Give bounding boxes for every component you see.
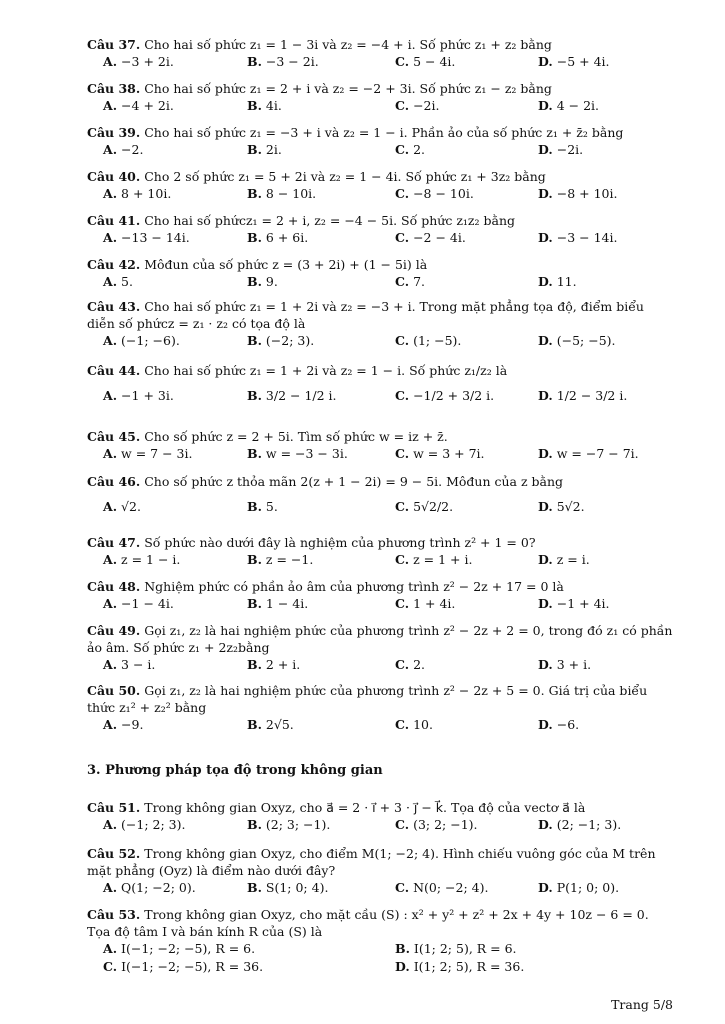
option-d[interactable]: D. −6.: [538, 717, 580, 732]
option-b[interactable]: B. 4i.: [247, 98, 282, 113]
question-44: [87, 362, 675, 413]
question-number: Câu 47.: [87, 535, 141, 550]
option-b[interactable]: B. 2 + i.: [247, 657, 301, 672]
option-d[interactable]: D. P(1; 0; 0).: [538, 880, 620, 895]
option-b[interactable]: B. 1 − 4i.: [247, 596, 309, 611]
option-b[interactable]: B. 6 + 6i.: [247, 230, 309, 245]
question-number: Câu 48.: [87, 579, 141, 594]
option-a[interactable]: A. 3 − i.: [103, 657, 156, 672]
question-43: [87, 298, 675, 350]
option-c[interactable]: C. w = 3 + 7i.: [395, 446, 485, 461]
question-number: Câu 41.: [87, 213, 141, 228]
question-text: Cho hai số phức z₁ = 1 + 2i và z₂ = 1 − i. Số phức z₁/z₂ là: [144, 363, 508, 378]
option-c[interactable]: C. 5 − 4i.: [395, 54, 456, 69]
question-text: Cho hai số phức z₁ = 2 + i và z₂ = −2 + 3i. Số phức z₁ − z₂ bằng: [144, 81, 552, 96]
option-d[interactable]: D. 11.: [538, 274, 577, 289]
question-text: Cho hai số phức z₁ = 1 − 3i và z₂ = −4 + i. Số phức z₁ + z₂ bằng: [144, 37, 552, 52]
question-53: [87, 906, 675, 976]
question-text: Nghiệm phức có phần ảo âm của phương trình z² − 2z + 17 = 0 là: [144, 579, 564, 594]
question-45: [87, 428, 675, 463]
option-b[interactable]: B. 3/2 − 1/2 i.: [247, 388, 337, 403]
option-a[interactable]: A. −1 + 3i.: [103, 388, 174, 403]
option-d[interactable]: D. −1 + 4i.: [538, 596, 610, 611]
option-a[interactable]: A. (−1; −6).: [103, 333, 180, 348]
question-number: Câu 44.: [87, 363, 141, 378]
question-text: Cho hai số phức z₁ = 1 + 2i và z₂ = −3 + i. Trong mặt phẳng tọa độ, điểm biểu diễn số phứcz = z₁ · z₂ có tọa độ là: [87, 299, 644, 331]
option-a[interactable]: A. −4 + 2i.: [103, 98, 174, 113]
option-d[interactable]: D. I(1; 2; 5), R = 36.: [395, 959, 525, 974]
question-number: Câu 53.: [87, 907, 141, 922]
page-number: Trang 5/8: [611, 997, 673, 1012]
question-number: Câu 46.: [87, 474, 141, 489]
option-a[interactable]: A. −1 − 4i.: [103, 596, 174, 611]
option-c[interactable]: C. −1/2 + 3/2 i.: [395, 388, 495, 403]
question-number: Câu 52.: [87, 846, 141, 861]
option-c[interactable]: C. I(−1; −2; −5), R = 36.: [103, 959, 264, 974]
question-text: Cho số phức z = 2 + 5i. Tìm số phức w = iz + z̄.: [144, 429, 448, 444]
section-title: 3. Phương pháp tọa độ trong không gian: [87, 763, 383, 778]
option-c[interactable]: C. (1; −5).: [395, 333, 462, 348]
question-number: Câu 40.: [87, 169, 141, 184]
option-a[interactable]: A. (−1; 2; 3).: [103, 817, 186, 832]
question-47: [87, 534, 675, 569]
question-text: Cho số phức z thỏa mãn 2(z + 1 − 2i) = 9 − 5i. Môđun của z bằng: [144, 474, 564, 489]
question-text: Cho hai số phứcz₁ = 2 + i, z₂ = −4 − 5i. Số phức z₁z₂ bằng: [144, 213, 515, 228]
option-b[interactable]: B. 5.: [247, 499, 278, 514]
option-d[interactable]: D. w = −7 − 7i.: [538, 446, 639, 461]
question-51: [87, 799, 675, 834]
question-text: Gọi z₁, z₂ là hai nghiệm phức của phương trình z² − 2z + 2 = 0, trong đó z₁ có phần ảo âm. Số phức z₁ + 2z₂bằng: [87, 623, 673, 655]
option-c[interactable]: C. 5√2/2.: [395, 499, 454, 514]
option-d[interactable]: D. −8 + 10i.: [538, 186, 618, 201]
option-d[interactable]: D. −2i.: [538, 142, 584, 157]
option-d[interactable]: D. (−5; −5).: [538, 333, 616, 348]
option-d[interactable]: D. 5√2.: [538, 499, 585, 514]
option-d[interactable]: D. 1/2 − 3/2 i.: [538, 388, 628, 403]
option-a[interactable]: A. 8 + 10i.: [103, 186, 172, 201]
question-number: Câu 49.: [87, 623, 141, 638]
question-number: Câu 38.: [87, 81, 141, 96]
question-49: [87, 622, 675, 674]
question-40: [87, 168, 675, 203]
option-c[interactable]: C. (3; 2; −1).: [395, 817, 478, 832]
question-number: Câu 42.: [87, 257, 141, 272]
option-d[interactable]: D. −3 − 14i.: [538, 230, 618, 245]
question-50: [87, 682, 675, 734]
option-b[interactable]: B. (−2; 3).: [247, 333, 315, 348]
question-number: Câu 50.: [87, 683, 141, 698]
option-a[interactable]: A. I(−1; −2; −5), R = 6.: [103, 941, 256, 956]
question-37: [87, 36, 675, 71]
option-a[interactable]: A. −3 + 2i.: [103, 54, 174, 69]
question-number: Câu 37.: [87, 37, 141, 52]
option-a[interactable]: A. 5.: [103, 274, 133, 289]
question-52: [87, 845, 675, 897]
question-text: Cho 2 số phức z₁ = 5 + 2i và z₂ = 1 − 4i. Số phức z₁ + 3z₂ bằng: [144, 169, 546, 184]
option-a[interactable]: A. √2.: [103, 499, 141, 514]
option-c[interactable]: C. 2.: [395, 142, 426, 157]
question-39: [87, 124, 675, 159]
option-d[interactable]: D. (2; −1; 3).: [538, 817, 622, 832]
option-b[interactable]: B. w = −3 − 3i.: [247, 446, 348, 461]
option-c[interactable]: C. 1 + 4i.: [395, 596, 456, 611]
option-d[interactable]: D. 4 − 2i.: [538, 98, 600, 113]
option-a[interactable]: A. −2.: [103, 142, 144, 157]
option-b[interactable]: B. 2√5.: [247, 717, 294, 732]
question-48: [87, 578, 675, 613]
question-text: Trong không gian Oxyz, cho mặt cầu (S) : x² + y² + z² + 2x + 4y + 10z − 6 = 0. Tọa độ tâm I và bán kính R của (S) là: [87, 907, 649, 939]
question-46: [87, 473, 675, 524]
question-text: Trong không gian Oxyz, cho điểm M(1; −2; 4). Hình chiếu vuông góc của M trên mặt phẳng (Oyz) là điểm nào dưới đây?: [87, 846, 656, 878]
option-b[interactable]: B. I(1; 2; 5), R = 6.: [395, 941, 517, 956]
option-a[interactable]: A. −9.: [103, 717, 144, 732]
option-a[interactable]: A. Q(1; −2; 0).: [103, 880, 196, 895]
option-b[interactable]: B. 9.: [247, 274, 278, 289]
option-d[interactable]: D. 3 + i.: [538, 657, 592, 672]
question-38: [87, 80, 675, 115]
question-number: Câu 43.: [87, 299, 141, 314]
option-c[interactable]: C. 10.: [395, 717, 433, 732]
option-a[interactable]: A. −13 − 14i.: [103, 230, 190, 245]
option-c[interactable]: C. N(0; −2; 4).: [395, 880, 489, 895]
option-a[interactable]: A. z = 1 − i.: [103, 552, 181, 567]
option-b[interactable]: B. 8 − 10i.: [247, 186, 317, 201]
option-c[interactable]: C. −2i.: [395, 98, 440, 113]
question-text: Cho hai số phức z₁ = −3 + i và z₂ = 1 − i. Phần ảo của số phức z₁ + z̄₂ bằng: [144, 125, 624, 140]
option-c[interactable]: C. −2 − 4i.: [395, 230, 466, 245]
option-b[interactable]: B. S(1; 0; 4).: [247, 880, 329, 895]
option-c[interactable]: C. z = 1 + i.: [395, 552, 473, 567]
option-b[interactable]: B. (2; 3; −1).: [247, 817, 331, 832]
question-number: Câu 51.: [87, 800, 141, 815]
option-b[interactable]: B. 2i.: [247, 142, 282, 157]
question-text: Gọi z₁, z₂ là hai nghiệm phức của phương trình z² − 2z + 5 = 0. Giá trị của biểu thức z₁² + z₂² bằng: [87, 683, 648, 715]
option-c[interactable]: C. 7.: [395, 274, 426, 289]
option-c[interactable]: C. −8 − 10i.: [395, 186, 474, 201]
option-b[interactable]: B. −3 − 2i.: [247, 54, 319, 69]
option-d[interactable]: D. z = i.: [538, 552, 590, 567]
option-b[interactable]: B. z = −1.: [247, 552, 314, 567]
option-d[interactable]: D. −5 + 4i.: [538, 54, 610, 69]
option-a[interactable]: A. w = 7 − 3i.: [103, 446, 193, 461]
question-text: Trong không gian Oxyz, cho a⃗ = 2 · i⃗ + 3 · j⃗ − k⃗. Tọa độ của vectơ a⃗ là: [144, 800, 586, 815]
question-41: [87, 212, 675, 247]
question-42: [87, 256, 675, 291]
option-c[interactable]: C. 2.: [395, 657, 426, 672]
question-text: Số phức nào dưới đây là nghiệm của phương trình z² + 1 = 0?: [144, 535, 536, 550]
question-text: Môđun của số phức z = (3 + 2i) + (1 − 5i) là: [144, 257, 428, 272]
question-number: Câu 45.: [87, 429, 141, 444]
question-number: Câu 39.: [87, 125, 141, 140]
